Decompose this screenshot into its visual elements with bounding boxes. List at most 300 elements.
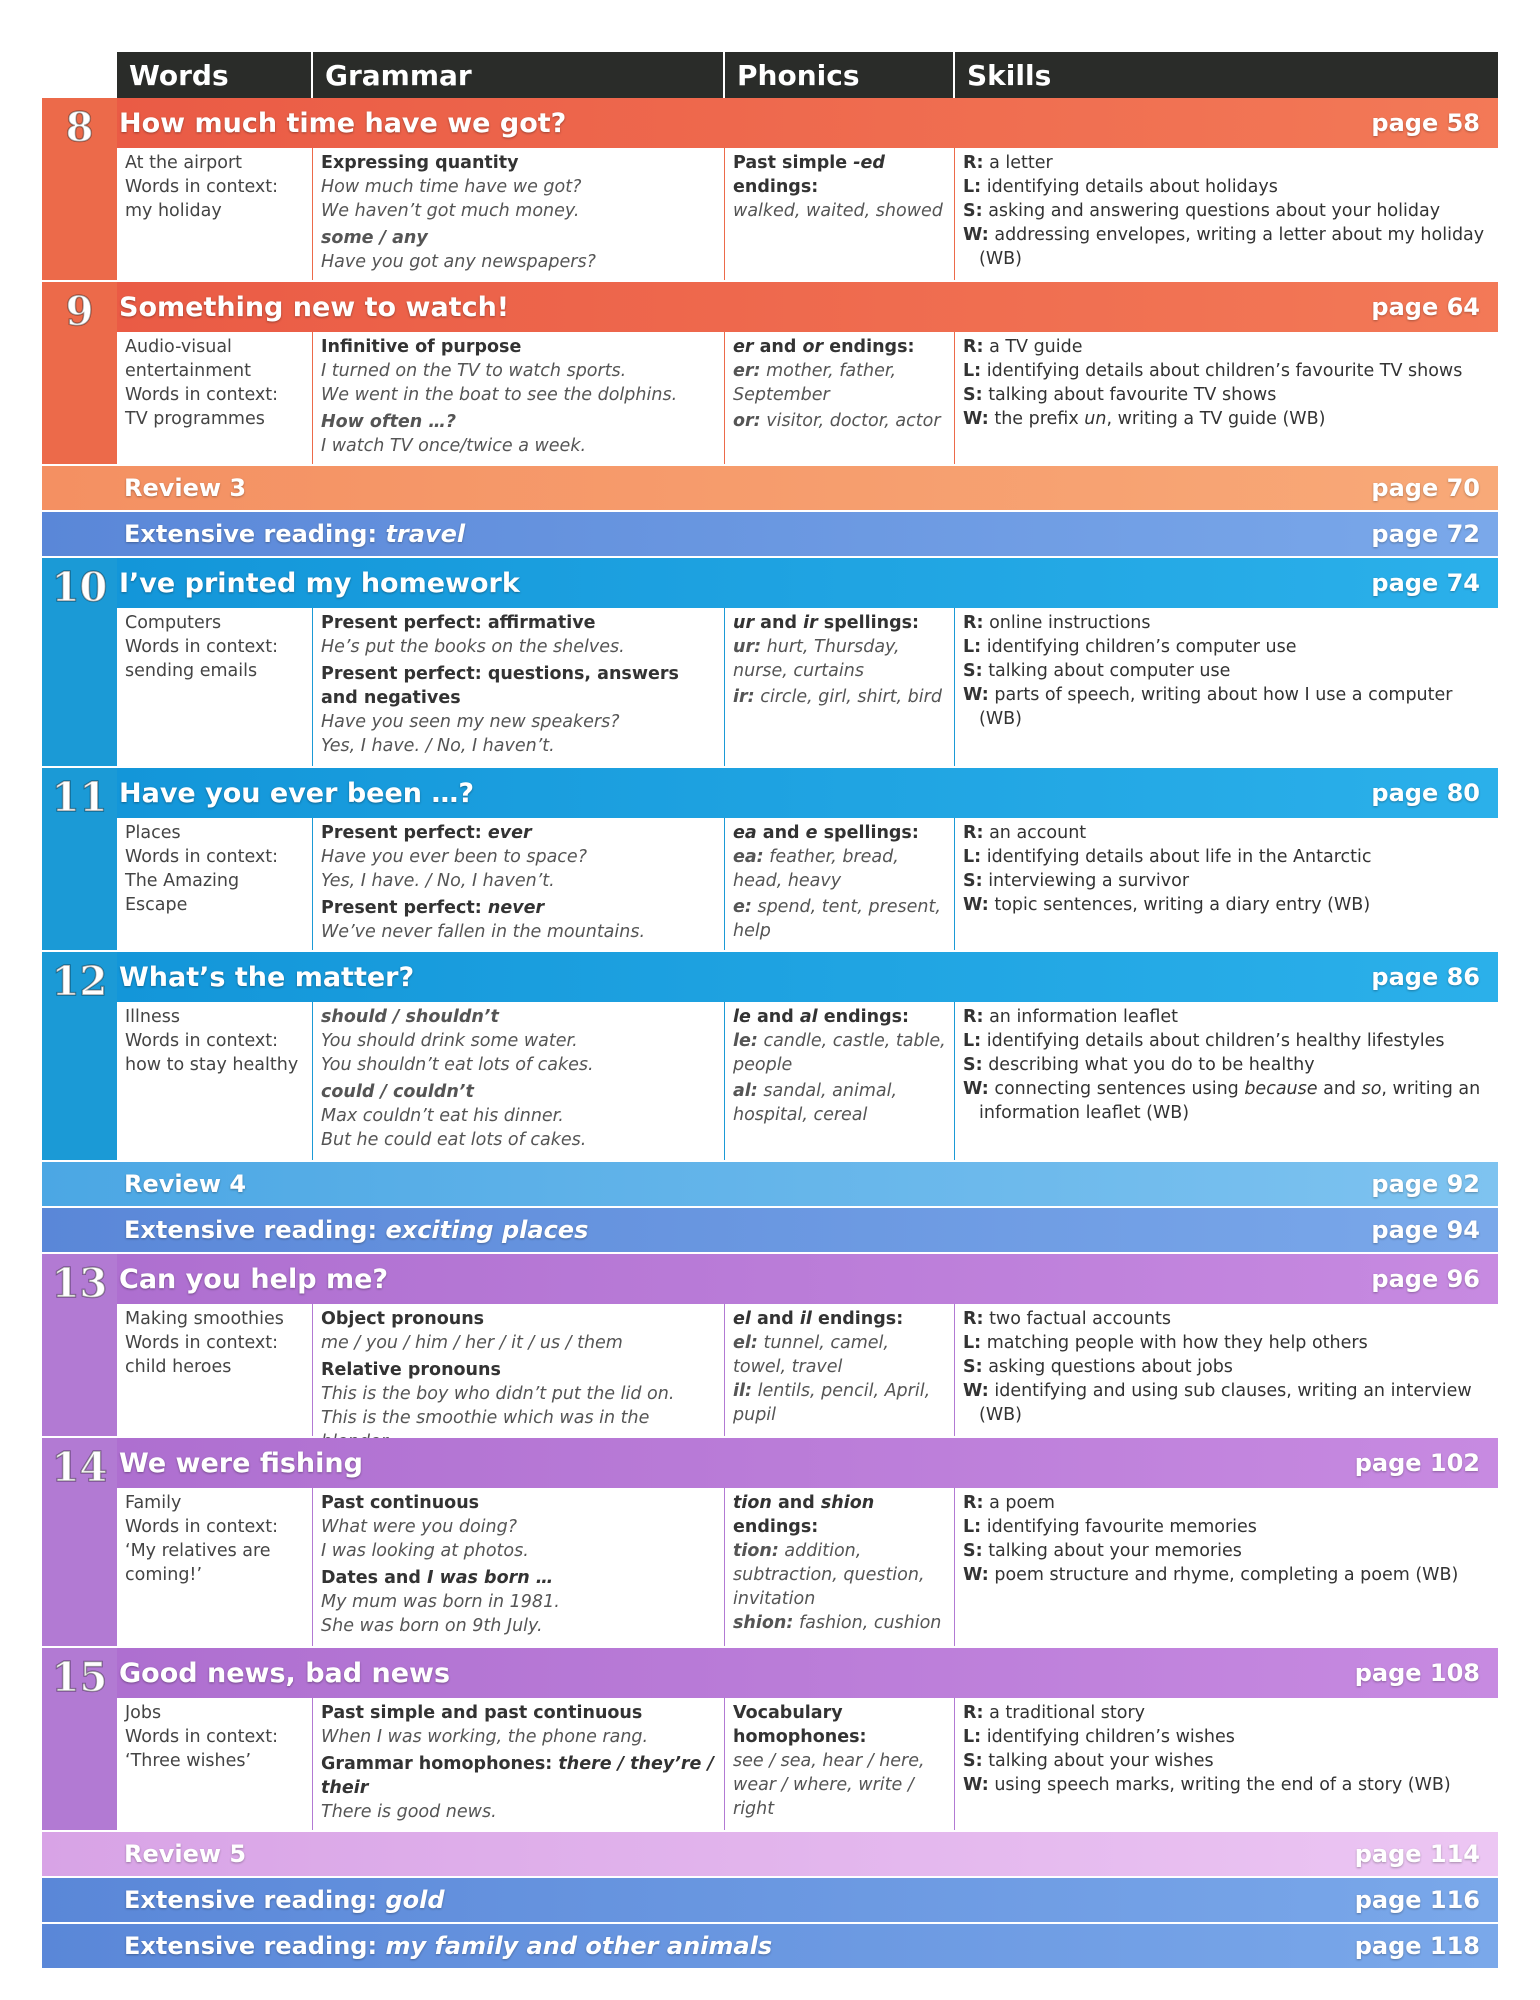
skill-key: W: [963,895,989,915]
unit-content-row [117,1698,1498,1830]
header-grammar: Grammar [313,52,725,98]
extensive-reading-exciting-places-band[interactable] [42,1208,1498,1252]
skill-text: identifying details about life in the Antarctic [986,847,1372,867]
words-line: sending emails [125,661,258,681]
unit-content-row [117,1002,1498,1160]
skill-key: W: [963,1381,989,1401]
grammar-example: Have you ever been to space? [321,847,587,867]
skill-key: W: [963,1775,989,1795]
band-page[interactable]: page 70 [1371,474,1480,502]
skill-key: R: [963,823,984,843]
phonics-cell [725,818,955,950]
skill-key: S: [963,661,983,681]
grammar-heading: Expressing quantity [321,153,519,173]
grammar-heading-text: Present perfect: [321,898,488,918]
words-line: ‘My relatives are [125,1541,271,1561]
unit-title-bar[interactable] [117,558,1498,608]
skill-key: L: [963,847,982,867]
skill-key: R: [963,1007,984,1027]
grammar-heading: Present perfect: affirmative [321,613,596,633]
phonics-key: tion: [733,1541,779,1561]
skill-key: L: [963,1333,982,1353]
words-line: my holiday [125,201,222,221]
band-topic: exciting places [385,1216,589,1244]
words-line: Computers [125,613,222,633]
skill-speaking [963,199,1490,223]
table-of-contents [42,52,1498,1970]
phonics-example [733,1611,946,1635]
band-title-text: Extensive reading: [124,1932,386,1960]
unit-content-row [117,148,1498,280]
phonics-key: il: [733,1381,752,1401]
skills-cell [955,148,1498,280]
grammar-example: I watch TV once/twice a week. [321,436,587,456]
skill-key: S: [963,1357,983,1377]
phonics-cell [725,148,955,280]
words-line: ‘Three wishes’ [125,1751,252,1771]
skill-reading [963,1005,1490,1029]
unit-number: 9 [65,288,94,335]
skill-text-italic: because [1244,1079,1318,1099]
skill-writing [963,1563,1490,1587]
phonics-text: lentils, pencil, April, pupil [733,1381,931,1425]
skills-cell [955,818,1498,950]
words-line: Making smoothies [125,1309,284,1329]
phonics-key: ea: [733,847,764,867]
band-title [124,1216,588,1244]
grammar-heading: should / shouldn’t [321,1007,499,1027]
phonics-heading-text: spellings: [817,613,920,633]
unit-title-bar[interactable] [117,1648,1498,1698]
unit-number: 11 [51,774,108,821]
skill-text: and [1317,1079,1362,1099]
skill-text: identifying children’s wishes [986,1727,1235,1747]
unit-title-bar[interactable] [117,1438,1498,1488]
skill-key: L: [963,1727,982,1747]
review-5-band[interactable] [42,1832,1498,1876]
words-line: entertainment [125,361,251,381]
grammar-example: Max couldn’t eat his dinner. [321,1106,564,1126]
grammar-example: This is the smoothie which was in the [321,1408,650,1428]
phonics-heading-italic: ir [803,613,818,633]
skill-key: W: [963,685,989,705]
grammar-example: We’ve never fallen in the mountains. [321,922,646,942]
band-title: Review 4 [124,1170,247,1198]
words-line: coming!’ [125,1565,203,1585]
skill-key: R: [963,1309,984,1329]
grammar-heading-text: Dates and [321,1568,427,1588]
skill-text: two factual accounts [989,1309,1171,1329]
grammar-example: Yes, I have. / No, I haven’t. [321,736,555,756]
unit-title-bar[interactable] [117,98,1498,148]
grammar-example: But he could eat lots of cakes. [321,1130,587,1150]
skill-key: L: [963,177,982,197]
band-title-text: Extensive reading: [124,520,386,548]
phonics-heading-text: endings: [817,1007,910,1027]
skill-text: asking questions about jobs [988,1357,1233,1377]
phonics-heading [733,335,946,359]
phonics-heading-text: endings: [733,1517,819,1537]
grammar-heading-italic: ever [487,823,532,843]
skill-speaking [963,1355,1490,1379]
phonics-text: candle, castle, table, people [733,1031,946,1075]
unit-title-bar[interactable] [117,282,1498,332]
phonics-heading-italic: el [733,1309,751,1329]
phonics-heading-text: endings: [811,1309,904,1329]
header-words: Words [117,52,313,98]
grammar-heading: How often …? [321,412,457,432]
unit-page[interactable]: page 102 [1354,1449,1480,1477]
phonics-heading [733,821,946,845]
words-cell [117,332,313,464]
phonics-cell [725,1304,955,1436]
phonics-heading-text: and [756,823,806,843]
phonics-heading-text: endings: [823,337,915,357]
band-page[interactable]: page 118 [1354,1932,1480,1960]
phonics-text: fashion, cushion [798,1613,942,1633]
unit-page[interactable]: page 58 [1371,109,1480,137]
unit-number: 15 [51,1654,108,1701]
skill-text: identifying details about children’s favourite TV shows [986,361,1463,381]
band-title [124,1886,445,1914]
words-line: Places [125,823,181,843]
skill-speaking [963,1749,1490,1773]
skill-text: talking about your memories [988,1541,1242,1561]
skill-text: , writing a TV guide (WB) [1106,409,1326,429]
skill-text: identifying favourite memories [986,1517,1257,1537]
skill-reading [963,335,1490,359]
skills-cell [955,1488,1498,1646]
grammar-example: Have you seen my new speakers? [321,712,620,732]
words-line: TV programmes [125,409,265,429]
unit-content-row [117,608,1498,766]
skill-text: talking about favourite TV shows [988,385,1277,405]
band-topic: travel [385,520,466,548]
skill-listening [963,1029,1490,1053]
grammar-example: She was born on 9th July. [321,1616,543,1636]
grammar-heading: Relative pronouns [321,1360,501,1380]
skill-key: S: [963,201,983,221]
phonics-example [733,1539,946,1611]
skill-key: S: [963,1055,983,1075]
grammar-cell [313,332,725,464]
skill-text: interviewing a survivor [988,871,1190,891]
words-line: Words in context: [125,1031,279,1051]
words-line: Words in context: [125,1333,279,1353]
phonics-text: spend, tent, present, help [733,897,941,941]
skill-key: L: [963,361,982,381]
skill-key: S: [963,1751,983,1771]
band-title-text: Extensive reading: [124,1886,386,1914]
phonics-cell [725,608,955,766]
words-line: child heroes [125,1357,232,1377]
skill-key: L: [963,637,982,657]
unit-number: 13 [51,1260,108,1307]
band-page[interactable]: page 116 [1354,1886,1480,1914]
words-line: At the airport [125,153,243,173]
skill-text: parts of speech, writing about how I use a computer (WB) [979,685,1453,729]
skill-key: W: [963,1565,989,1585]
skill-writing [963,1077,1490,1125]
phonics-text: addition, subtraction, question, invitation [733,1541,925,1609]
phonics-heading [733,151,946,199]
grammar-example: What were you doing? [321,1517,518,1537]
grammar-example: When I was working, the phone rang. [321,1727,649,1747]
skill-reading [963,1307,1490,1331]
skill-text: , writing an information leaflet (WB) [979,1079,1481,1123]
skill-text: identifying and using sub clauses, writing an interview (WB) [979,1381,1472,1425]
skill-writing [963,223,1490,271]
header-phonics: Phonics [725,52,955,98]
phonics-text: mother, father, September [733,361,897,405]
unit-9 [42,282,1498,464]
phonics-heading-text: and [750,1309,800,1329]
phonics-example [733,1379,946,1427]
skill-key: L: [963,1031,982,1051]
grammar-heading-text: Grammar homophones: [321,1754,559,1774]
grammar-example: We went in the boat to see the dolphins. [321,385,678,405]
unit-page[interactable]: page 80 [1371,779,1480,807]
phonics-key: e: [733,897,752,917]
grammar-example: He’s put the books on the shelves. [321,637,625,657]
skill-listening [963,359,1490,383]
skill-text-italic: so [1361,1079,1382,1099]
phonics-cell [725,332,955,464]
phonics-key: shion: [733,1613,794,1633]
unit-title-bar[interactable] [117,768,1498,818]
unit-8 [42,98,1498,280]
phonics-key: ur: [733,637,762,657]
skill-writing [963,893,1490,917]
words-line: Jobs [125,1703,162,1723]
skill-text: addressing envelopes, writing a letter about my holiday (WB) [979,225,1485,269]
unit-title: How much time have we got? [119,107,567,139]
phonics-text: feather, bread, head, heavy [733,847,899,891]
skill-reading [963,151,1490,175]
skill-reading [963,1701,1490,1725]
phonics-example [733,1331,946,1379]
unit-page[interactable]: page 74 [1371,569,1480,597]
unit-title-bar[interactable] [117,952,1498,1002]
phonics-heading-italic: er [733,337,754,357]
unit-number: 10 [51,564,108,611]
phonics-heading: Vocabulary [733,1703,843,1723]
skill-text: topic sentences, writing a diary entry (WB) [994,895,1371,915]
band-title [124,520,465,548]
grammar-heading [321,821,716,845]
skills-cell [955,1304,1498,1436]
phonics-example [733,359,946,407]
skill-key: W: [963,409,989,429]
phonics-example [733,895,946,943]
skill-key: L: [963,1517,982,1537]
skill-key: R: [963,1493,984,1513]
band-page[interactable]: page 72 [1371,520,1480,548]
phonics-heading-text: Past simple [733,153,854,173]
unit-title: I’ve printed my homework [119,567,520,599]
skill-reading [963,821,1490,845]
phonics-key: ir: [733,687,755,707]
unit-title: What’s the matter? [119,961,415,993]
skill-text: a letter [989,153,1053,173]
skill-speaking [963,383,1490,407]
unit-title: Good news, bad news [119,1657,451,1689]
phonics-heading: homophones: [733,1727,867,1747]
words-line: Family [125,1493,182,1513]
phonics-heading-italic: ea [733,823,757,843]
grammar-cell [313,148,725,280]
band-page[interactable]: page 94 [1371,1216,1480,1244]
phonics-heading [733,1005,946,1029]
unit-15 [42,1648,1498,1830]
phonics-key: or: [733,411,761,431]
grammar-example: me / you / him / her / it / us / them [321,1333,623,1353]
phonics-heading-italic: or [802,337,824,357]
skill-text: talking about computer use [988,661,1231,681]
phonics-key: er: [733,361,761,381]
skill-text: a TV guide [989,337,1083,357]
phonics-text: visitor, doctor, actor [766,411,941,431]
skill-writing [963,683,1490,731]
skill-text: identifying details about children’s healthy lifestyles [986,1031,1445,1051]
words-line: Words in context: [125,1727,279,1747]
grammar-example: Yes, I have. / No, I haven’t. [321,871,555,891]
skill-listening [963,1515,1490,1539]
phonics-heading-italic: tion [733,1493,772,1513]
phonics-key: le: [733,1031,758,1051]
phonics-text: tunnel, camel, towel, travel [733,1333,889,1377]
skill-text: a poem [989,1493,1055,1513]
extensive-reading-travel-band[interactable] [42,512,1498,556]
review-3-band[interactable] [42,466,1498,510]
grammar-cell [313,1304,725,1436]
skill-key: R: [963,1703,984,1723]
grammar-example: We haven’t got much money. [321,201,580,221]
skill-listening [963,1725,1490,1749]
skill-text: identifying details about holidays [986,177,1278,197]
band-page[interactable]: page 114 [1354,1840,1480,1868]
grammar-example: My mum was born in 1981. [321,1592,560,1612]
phonics-text: circle, girl, shirt, bird [760,687,942,707]
phonics-cell [725,1002,955,1160]
skill-speaking [963,1053,1490,1077]
skill-key: R: [963,153,984,173]
skill-speaking [963,869,1490,893]
grammar-example: I was looking at photos. [321,1541,529,1561]
words-line: Words in context: [125,847,279,867]
skill-text: poem structure and rhyme, completing a poem (WB) [994,1565,1459,1585]
phonics-cell [725,1488,955,1646]
skill-writing [963,1379,1490,1427]
unit-page[interactable]: page 96 [1371,1265,1480,1293]
words-cell [117,1488,313,1646]
band-page[interactable]: page 92 [1371,1170,1480,1198]
grammar-heading [321,1752,716,1800]
skill-writing [963,407,1490,431]
words-line: Words in context: [125,637,279,657]
unit-13 [42,1254,1498,1436]
skill-key: R: [963,613,984,633]
words-line: Audio-visual [125,337,232,357]
grammar-example: You should drink some water. [321,1031,578,1051]
skill-text: describing what you do to be healthy [988,1055,1315,1075]
words-line: how to stay healthy [125,1055,299,1075]
skill-text: the prefix [994,409,1085,429]
unit-page[interactable]: page 64 [1371,293,1480,321]
words-cell [117,1698,313,1830]
unit-page[interactable]: page 108 [1354,1659,1480,1687]
unit-11 [42,768,1498,950]
phonics-example [733,1079,946,1127]
skill-text: an information leaflet [989,1007,1179,1027]
skill-text: asking and answering questions about your holiday [988,201,1441,221]
unit-10 [42,558,1498,766]
grammar-heading [321,1566,716,1590]
phonics-heading-text: endings: [733,177,819,197]
phonics-text: sandal, animal, hospital, cereal [733,1081,898,1125]
phonics-example [733,685,946,709]
unit-title: Have you ever been …? [119,777,475,809]
unit-title: Can you help me? [119,1263,389,1295]
skill-writing [963,1773,1490,1797]
phonics-heading-italic: al [799,1007,818,1027]
skill-key: S: [963,1541,983,1561]
words-line: Illness [125,1007,180,1027]
unit-content-row [117,1488,1498,1646]
phonics-heading-italic: e [805,823,818,843]
skill-reading [963,1491,1490,1515]
grammar-example: There is good news. [321,1802,497,1822]
phonics-example: see / sea, hear / here, wear / where, write / right [733,1751,925,1819]
skills-cell [955,332,1498,464]
words-cell [117,818,313,950]
grammar-cell [313,608,725,766]
extensive-reading-gold-band[interactable] [42,1878,1498,1922]
grammar-example: You shouldn’t eat lots of cakes. [321,1055,594,1075]
grammar-heading: could / couldn’t [321,1082,474,1102]
band-topic: gold [385,1886,445,1914]
skill-key: W: [963,1079,989,1099]
grammar-heading: Past continuous [321,1493,480,1513]
skill-listening [963,845,1490,869]
band-topic: my family and other animals [385,1932,773,1960]
unit-title-bar[interactable] [117,1254,1498,1304]
grammar-heading [321,896,716,920]
phonics-key: al: [733,1081,758,1101]
phonics-example [733,409,946,433]
unit-content-row [117,818,1498,950]
grammar-heading-italic: there / they’re / their [321,1754,714,1798]
skill-text: a traditional story [989,1703,1146,1723]
words-cell [117,608,313,766]
extensive-reading-family-animals-band[interactable] [42,1924,1498,1968]
unit-number: 8 [65,104,94,151]
unit-title: Something new to watch! [119,291,510,323]
skill-key: S: [963,385,983,405]
phonics-cell [725,1698,955,1830]
grammar-heading: Infinitive of purpose [321,337,522,357]
words-line: Words in context: [125,1517,279,1537]
phonics-heading [733,611,946,635]
skills-cell [955,1698,1498,1830]
words-cell [117,1002,313,1160]
grammar-heading-text: Present perfect: [321,823,488,843]
phonics-heading-italic: le [733,1007,751,1027]
skill-listening [963,1331,1490,1355]
review-4-band[interactable] [42,1162,1498,1206]
phonics-example [733,845,946,893]
unit-page[interactable]: page 86 [1371,963,1480,991]
